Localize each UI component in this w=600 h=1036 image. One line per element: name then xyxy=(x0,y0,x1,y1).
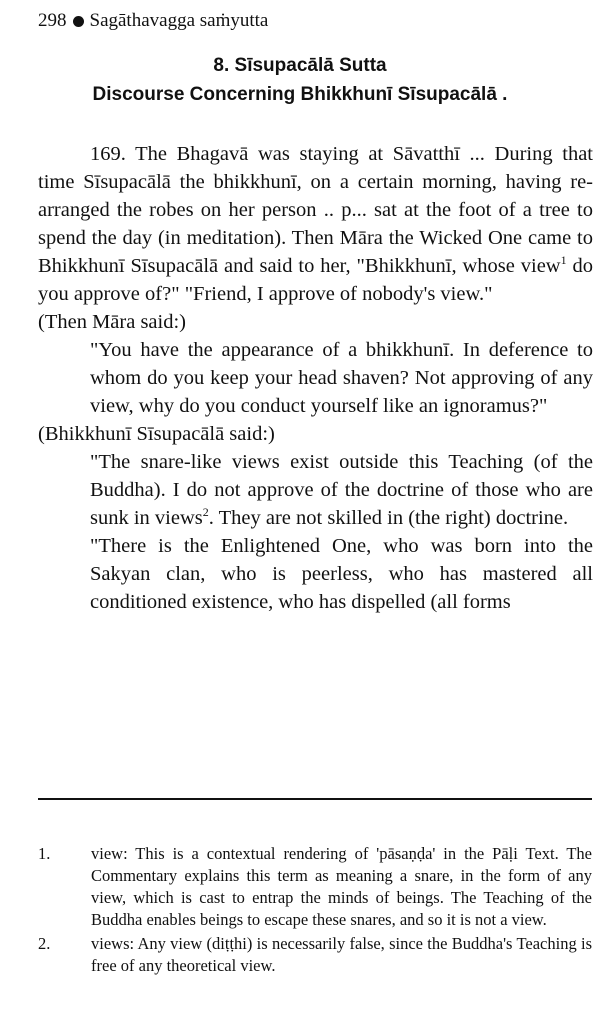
speaker-bhikkhuni: (Bhikkhunī Sīsupacālā said:) xyxy=(38,423,275,445)
running-header xyxy=(38,10,268,32)
running-title: Sagāthavagga saṁyutta xyxy=(89,10,269,31)
paragraph-169-text-end: do you approve of?" "Friend, I approve of nobody's view." xyxy=(38,255,593,305)
footnote-number: 2. xyxy=(38,934,51,953)
verse-bhikkhuni-2: "There is the Enlightened One, who was born into the Sakyan clan, who is peerless, who has mastered all conditioned existence, who has dispelled (all forms xyxy=(90,535,593,613)
footnote-ref-2: 2 xyxy=(202,505,209,520)
verse-mara: "You have the appearance of a bhikkhunī. In deference to whom do you keep your head shaven? Not approving of any view, why do you conduct yourself like an ignoramus?" xyxy=(90,339,593,417)
sutta-subtitle: Discourse Concerning Bhikkhunī Sīsupacālā . xyxy=(92,84,508,105)
paragraph-169-text: 169. The Bhagavā was staying at Sāvatthī ... During that time Sīsupacālā the bhikkhunī, on a certain morning, having re-arranged the robes on her person .. p... sat at the foot of a tree to spend the day (in meditation). Then Māra the Wicked One came to Bhikkhunī Sīsupacālā and said to her, "Bhikkhunī, whose view xyxy=(38,143,593,277)
footnotes xyxy=(38,843,592,979)
footnote-item xyxy=(38,843,592,931)
footnote-ref-1: 1 xyxy=(560,253,567,268)
footnote-text: views: Any view (diṭṭhi) is necessarily false, since the Buddha's Teaching is free of any theoretical view. xyxy=(91,934,592,975)
footnote-item xyxy=(38,933,592,977)
main-text xyxy=(38,140,593,616)
paragraph-169 xyxy=(38,140,593,308)
footnote-number: 1. xyxy=(38,844,51,863)
footnote-divider xyxy=(38,798,592,800)
page-number: 298 xyxy=(38,10,67,31)
verse-bhikkhuni-1 xyxy=(90,448,593,532)
bullet-icon xyxy=(73,16,84,27)
verse-bhikkhuni-1-text-end: . They are not skilled in (the right) doctrine. xyxy=(208,507,569,529)
verse-bhikkhuni-1-text: "The snare-like views exist outside this Teaching (of the Buddha). I do not approve of the doctrine of those who are sunk in views xyxy=(90,451,593,529)
speaker-mara: (Then Māra said:) xyxy=(38,311,186,333)
footnote-text: view: This is a contextual rendering of 'pāsaṇḍa' in the Pāḷi Text. The Commentary explains this term as meaning a snare, in the form of any view, which is cast to entrap the minds of beings. The Teaching of the Buddha enables beings to escape these snares, and so it is not a view. xyxy=(91,844,592,929)
sutta-title: 8. Sīsupacālā Sutta xyxy=(213,55,387,76)
